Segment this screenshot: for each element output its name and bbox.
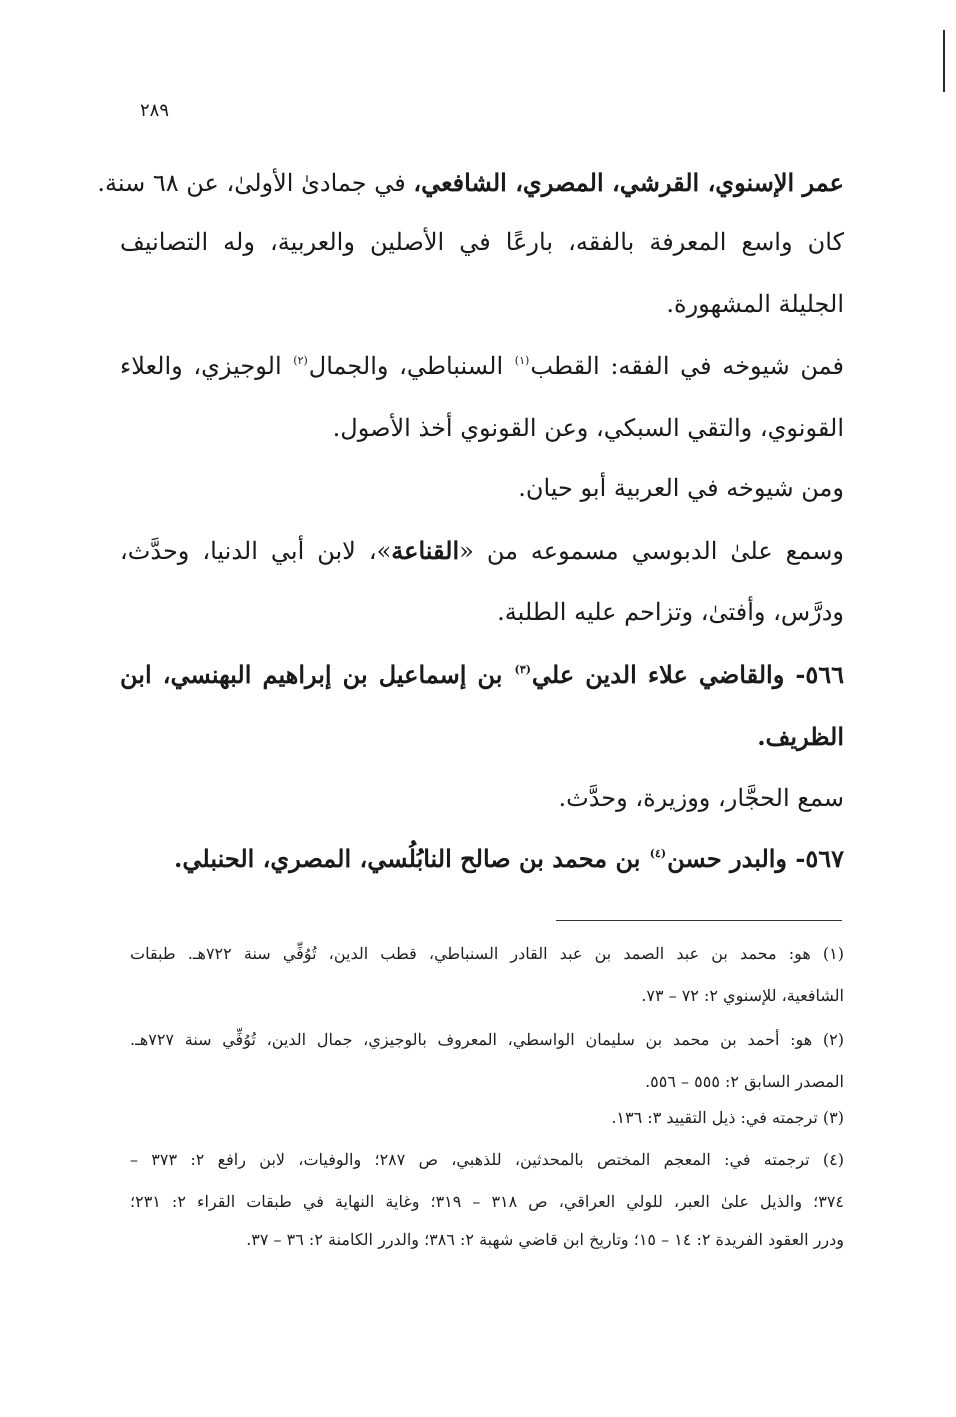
footnote-2-line-1: (٢) هو: أحمد بن محمد بن سليمان الواسطي، المعروف بالوجيزي، جمال الدين، تُوُفِّي سنة ٧٢٧هـ. <box>130 1030 844 1049</box>
text-line-4 <box>120 352 844 380</box>
footnote-4-line-2: ٣٧٤؛ والذيل علىٰ العبر، للولي العراقي، ص ٣١٨ – ٣١٩؛ وغاية النهاية في طبقات القراء ٢: ٢٣١؛ <box>130 1192 844 1211</box>
text-line-8 <box>120 598 844 626</box>
text-line-3 <box>120 290 844 318</box>
text-line-6 <box>120 474 844 502</box>
footnote-ref-4[interactable]: (٤) <box>649 847 667 860</box>
footnote-4-line-1: (٤) ترجمته في: المعجم المختص بالمحدثين، للذهبي، ص ٢٨٧؛ والوفيات، لابن رافع ٢: ٣٧٣ – <box>130 1150 845 1169</box>
footnote-2-line-2: المصدر السابق ٢: ٥٥٥ – ٥٥٦. <box>645 1072 844 1091</box>
footnote-1-line-2: الشافعية، للإسنوي ٢: ٧٢ – ٧٣. <box>641 986 844 1005</box>
text-line-1 <box>97 168 844 197</box>
footnote-separator <box>556 920 842 921</box>
page-edge-mark <box>943 30 945 92</box>
text-segment: بن محمد بن صالح النابُلُسي، المصري، الحنبلي. <box>174 844 649 873</box>
text-segment: في جمادىٰ الأولىٰ، عن ٦٨ سنة. <box>97 169 414 197</box>
text-segment: الوجيزي، والعلاء <box>120 352 293 380</box>
text-segment: السنباطي، والجمال <box>308 352 514 380</box>
footnote-ref-2[interactable]: (٢) <box>293 354 308 367</box>
entry-567-heading <box>120 844 844 873</box>
text-segment: »، لابن أبي الدنيا، وحدَّث، <box>120 537 392 565</box>
page-number: ٢٨٩ <box>140 100 170 121</box>
footnote-4-line-3: ودرر العقود الفريدة ٢: ١٤ – ١٥؛ وتاريخ ابن قاضي شهبة ٢: ٣٨٦؛ والدرر الكامنة ٢: ٣٦ – ٣٧. <box>246 1230 844 1249</box>
text-line-7 <box>120 536 844 565</box>
text-line-10 <box>120 722 844 751</box>
text-line-11 <box>120 784 844 812</box>
text-segment: فمن شيوخه في الفقه: القطب <box>530 352 845 380</box>
bold-name-segment: عمر الإسنوي، القرشي، المصري، الشافعي، <box>413 168 844 197</box>
footnote-ref-3[interactable]: (٣) <box>514 663 531 676</box>
entry-566-heading <box>120 660 844 689</box>
text-segment: ٥٦٧- والبدر حسن <box>667 844 844 873</box>
footnote-1-line-1: (١) هو: محمد بن عبد الصمد بن عبد القادر السنباطي، قطب الدين، تُوُفِّي سنة ٧٢٢هـ. طبقات <box>130 944 845 963</box>
text-segment: ومن شيوخه في العربية أبو حيان. <box>518 474 844 502</box>
text-line-2 <box>120 228 844 256</box>
text-segment: القونوي، والتقي السبكي، وعن القونوي أخذ الأصول. <box>332 414 844 442</box>
text-segment: كان واسع المعرفة بالفقه، بارعًا في الأصلين والعربية، وله التصانيف <box>120 228 844 256</box>
text-segment: وسمع علىٰ الدبوسي مسموعه من « <box>459 537 844 565</box>
text-segment: الجليلة المشهورة. <box>666 290 844 318</box>
text-segment: الظريف. <box>757 722 844 751</box>
text-segment: سمع الحجَّار، ووزيرة، وحدَّث. <box>558 784 844 812</box>
text-line-5 <box>120 414 844 442</box>
text-segment: ٥٦٦- والقاضي علاء الدين علي <box>531 660 845 689</box>
text-segment: بن إسماعيل بن إبراهيم البهنسي، ابن <box>120 660 514 689</box>
book-title-bold: القناعة <box>391 536 460 565</box>
text-segment: ودرَّس، وأفتىٰ، وتزاحم عليه الطلبة. <box>497 598 844 626</box>
footnote-ref-1[interactable]: (١) <box>514 354 530 367</box>
footnote-3: (٣) ترجمته في: ذيل التقييد ٣: ١٣٦. <box>611 1108 844 1127</box>
